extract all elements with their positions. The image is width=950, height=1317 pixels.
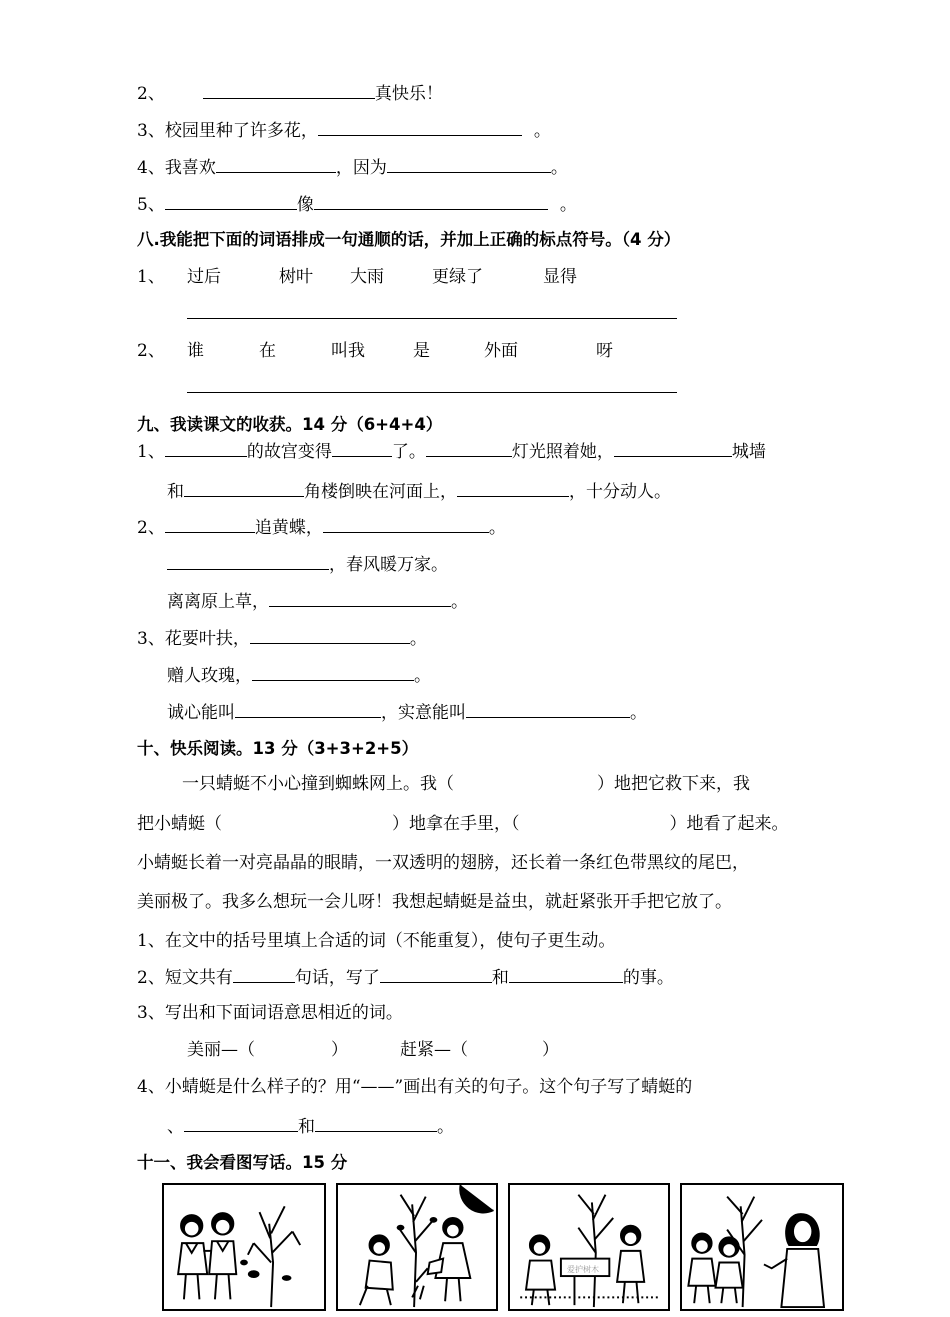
q-end: 。 — [488, 518, 506, 538]
q-num: 2、 — [137, 341, 165, 361]
s10-q3-words — [187, 1039, 559, 1061]
s9-q3b — [167, 664, 431, 687]
q-text: ） — [542, 1040, 559, 1060]
q-text: ，因为 — [335, 158, 387, 178]
answer-blank[interactable] — [184, 480, 304, 497]
q-num: 1、 — [137, 442, 165, 462]
answer-blank[interactable] — [426, 440, 512, 457]
word: 外面 — [484, 341, 518, 361]
q-text: 灯光照着她， — [511, 442, 614, 462]
picture-panel-4 — [680, 1183, 844, 1311]
s7-q5 — [137, 193, 577, 216]
s7-q4 — [137, 156, 568, 179]
reading-para-2 — [137, 813, 789, 835]
q-num: 1、 — [137, 267, 165, 287]
reading-para-1 — [182, 773, 750, 795]
q-text: 城墙 — [731, 442, 766, 462]
q-end: 。 — [559, 195, 577, 215]
q-end: 。 — [409, 629, 427, 649]
children-tree-illustration — [164, 1185, 324, 1309]
picture-panel-3 — [508, 1183, 670, 1311]
q-end: 。 — [630, 703, 647, 723]
answer-blank[interactable] — [314, 193, 548, 210]
word: 更绿了 — [432, 267, 483, 287]
para-text: 把小蜻蜓（ — [137, 814, 222, 834]
answer-blank[interactable] — [315, 1115, 437, 1132]
q-text: 句话，写了 — [294, 968, 380, 988]
word: 过后 — [187, 267, 221, 287]
answer-blank[interactable] — [269, 590, 451, 607]
answer-blank[interactable] — [323, 516, 489, 533]
q-text: 3、校园里种了许多花， — [137, 121, 318, 141]
q-text: 、 — [167, 1117, 184, 1137]
para-text: 一只蜻蜓不小心撞到蜘蛛网上。我（ — [182, 774, 454, 794]
q-end: 。 — [550, 158, 568, 178]
word: 在 — [259, 341, 276, 361]
answer-blank[interactable] — [184, 1115, 298, 1132]
reading-para-3 — [137, 852, 749, 874]
para-text: 小蜻蜓长着一对亮晶晶的眼睛，一双透明的翅膀，还长着一条红色带黑纹的尾巴， — [137, 853, 749, 873]
q-text: ，实意能叫 — [381, 703, 466, 723]
answer-blank[interactable] — [250, 627, 410, 644]
s9-q3a — [137, 627, 427, 650]
para-text: ）地看了起来。 — [669, 814, 789, 834]
q-text: 了。 — [391, 442, 426, 462]
word: 呀 — [596, 341, 613, 361]
q-text: 赶紧—（ — [400, 1040, 468, 1060]
word: 显得 — [543, 267, 577, 287]
q-text: ） — [331, 1040, 348, 1060]
q-num: 2、 — [137, 84, 165, 104]
q-end: 。 — [533, 121, 551, 141]
s10-q4b — [167, 1115, 454, 1138]
q-text: 真快乐！ — [374, 84, 443, 104]
s9-q1b — [167, 480, 671, 503]
s8-q1 — [137, 266, 165, 288]
word: 谁 — [187, 341, 204, 361]
s9-q3c — [167, 701, 647, 724]
q-text: 角楼倒映在河面上， — [304, 482, 457, 502]
q-text: 美丽—（ — [187, 1040, 255, 1060]
q-text: ，春风暖万家。 — [329, 555, 448, 575]
sign-text: 爱护树木 — [567, 1265, 599, 1274]
q-text: ，十分动人。 — [569, 482, 671, 502]
word: 是 — [413, 341, 430, 361]
answer-blank[interactable] — [167, 553, 329, 570]
q-text: 4、我喜欢 — [137, 158, 216, 178]
answer-blank[interactable] — [216, 156, 336, 173]
s9-q2a — [137, 516, 506, 539]
answer-blank[interactable] — [614, 440, 732, 457]
word: 大雨 — [350, 267, 384, 287]
q-text: 的事。 — [622, 968, 674, 988]
q-end: 。 — [437, 1117, 454, 1137]
s8-q2 — [137, 340, 165, 362]
answer-line[interactable] — [187, 318, 677, 319]
para-text: ）地把它救下来，我 — [597, 774, 750, 794]
answer-blank[interactable] — [165, 440, 247, 457]
q-text: 像 — [296, 195, 314, 215]
q-text: 赠人玫瑰， — [167, 666, 252, 686]
answer-blank[interactable] — [165, 193, 297, 210]
answer-blank[interactable] — [233, 966, 295, 983]
q-text: 诚心能叫 — [167, 703, 235, 723]
answer-blank[interactable] — [203, 82, 375, 99]
word: 树叶 — [279, 267, 313, 287]
reading-para-4 — [137, 891, 732, 913]
teacher-children-illustration — [682, 1185, 842, 1309]
s7-q2 — [137, 82, 443, 105]
answer-blank[interactable] — [380, 966, 492, 983]
answer-blank[interactable] — [332, 440, 392, 457]
section9-title: 九、我读课文的收获。14 分（6+4+4） — [137, 415, 443, 434]
s10-q3: 3、写出和下面词语意思相近的词。 — [137, 1003, 403, 1023]
answer-blank[interactable] — [387, 156, 551, 173]
answer-blank[interactable] — [457, 480, 569, 497]
q-num: 2、 — [137, 518, 165, 538]
q-end: 。 — [414, 666, 431, 686]
q-text: 和 — [167, 482, 184, 502]
answer-line[interactable] — [187, 392, 677, 393]
q-text: 花要叶扶， — [164, 629, 250, 649]
picture-panel-1 — [162, 1183, 326, 1311]
answer-blank[interactable] — [252, 664, 414, 681]
picture-panel-2 — [336, 1183, 498, 1311]
answer-blank[interactable] — [318, 119, 522, 136]
section8-title: 八.我能把下面的词语排成一句通顺的话，并加上正确的标点符号。（4 分） — [137, 230, 681, 249]
s9-q1a — [137, 440, 766, 463]
s9-q2b — [167, 553, 448, 576]
s10-q2 — [137, 966, 674, 989]
word: 叫我 — [331, 341, 365, 361]
para-text: 美丽极了。我多么想玩一会儿呀！我想起蜻蜓是益虫，就赶紧张开手把它放了。 — [137, 892, 732, 912]
protect-trees-illustration — [510, 1185, 668, 1309]
q-num: 3、 — [137, 629, 165, 649]
answer-blank[interactable] — [165, 516, 255, 533]
s7-q3 — [137, 119, 551, 142]
watering-tree-illustration — [338, 1185, 496, 1309]
s9-q2c — [167, 590, 468, 613]
answer-blank[interactable] — [466, 701, 630, 718]
section10-title: 十、快乐阅读。13 分（3+3+2+5） — [137, 739, 419, 758]
q-text: 离离原上草， — [167, 592, 269, 612]
section11-title: 十一、我会看图写话。15 分 — [137, 1153, 348, 1172]
q-text: 和 — [491, 968, 509, 988]
s10-q4a: 4、小蜻蜓是什么样子的？用“——”画出有关的句子。这个句子写了蜻蜓的 — [137, 1077, 693, 1097]
s10-q1: 1、在文中的括号里填上合适的词（不能重复），使句子更生动。 — [137, 931, 616, 951]
q-text: 2、短文共有 — [137, 968, 233, 988]
q-text: 追黄蝶， — [254, 518, 323, 538]
q-num: 5、 — [137, 195, 165, 215]
para-text: ）地拿在手里，（ — [392, 814, 520, 834]
q-end: 。 — [451, 592, 468, 612]
answer-blank[interactable] — [235, 701, 381, 718]
q-text: 的故宫变得 — [246, 442, 332, 462]
q-text: 和 — [298, 1117, 315, 1137]
answer-blank[interactable] — [509, 966, 623, 983]
